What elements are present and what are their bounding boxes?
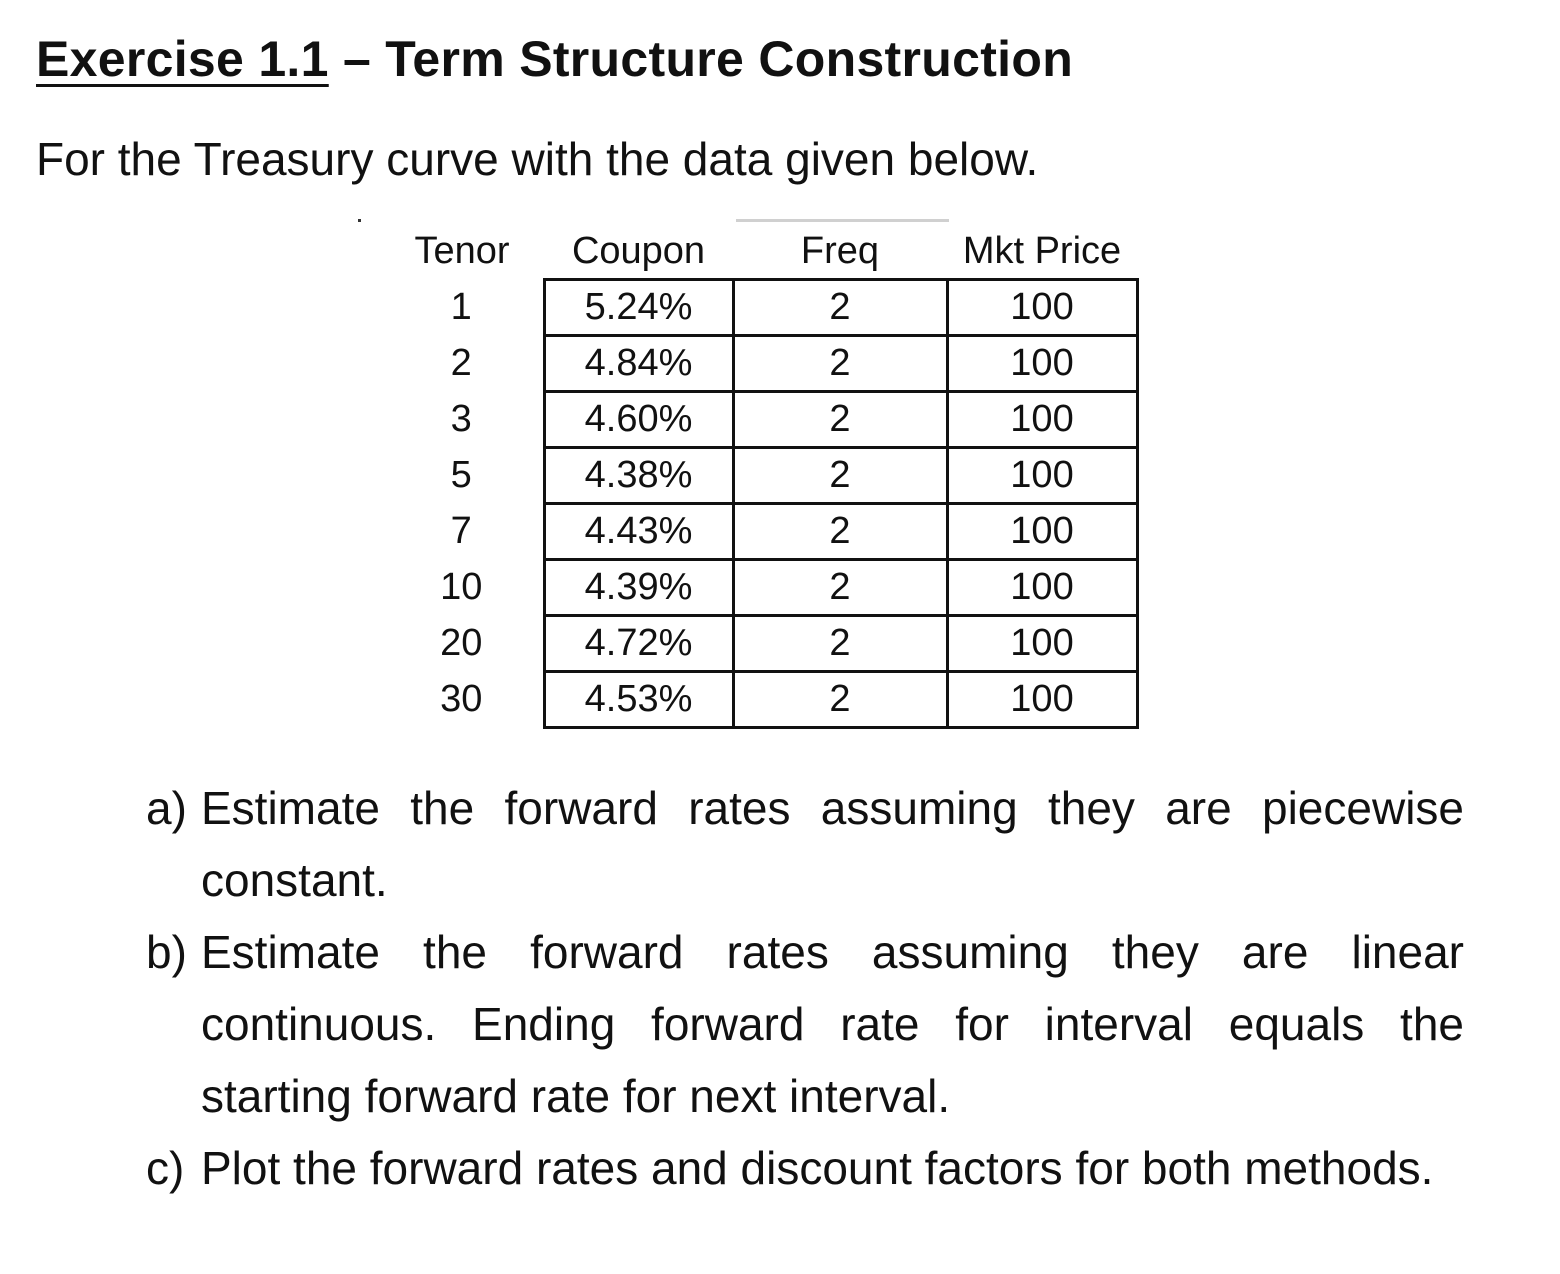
coupon-cell: 4.84% — [544, 336, 733, 392]
table-top-rule — [736, 219, 949, 222]
tenor-cell: 7 — [450, 510, 472, 552]
price-cell: 100 — [947, 392, 1137, 448]
freq-cell: 2 — [733, 672, 947, 728]
table-row — [380, 336, 1137, 392]
freq-cell: 2 — [733, 448, 947, 504]
coupon-cell: 4.43% — [544, 504, 733, 560]
freq-cell: 2 — [733, 336, 947, 392]
freq-cell: 2 — [733, 280, 947, 336]
freq-cell: 2 — [733, 504, 947, 560]
coupon-cell: 4.39% — [544, 560, 733, 616]
table-row — [380, 280, 1137, 336]
table-row — [380, 560, 1137, 616]
header-coupon: Coupon — [571, 229, 706, 272]
question-list — [146, 772, 1464, 1204]
price-cell: 100 — [947, 504, 1137, 560]
tenor-cell: 3 — [450, 398, 472, 440]
price-cell: 100 — [947, 280, 1137, 336]
treasury-data-table — [380, 224, 1139, 729]
table-row — [380, 504, 1137, 560]
question-label: c) — [146, 1142, 185, 1194]
coupon-cell: 4.72% — [544, 616, 733, 672]
tenor-cell: 20 — [440, 622, 483, 664]
question-item — [146, 916, 1464, 1132]
table-row — [380, 448, 1137, 504]
tenor-cell: 5 — [450, 454, 472, 496]
tenor-cell: 30 — [440, 678, 483, 720]
question-label: a) — [146, 782, 187, 834]
coupon-cell: 4.38% — [544, 448, 733, 504]
table-row — [380, 392, 1137, 448]
question-text: Plot the forward rates and discount factors for both methods. — [201, 1142, 1434, 1194]
exercise-title — [36, 30, 1073, 88]
header-tenor: Tenor — [414, 230, 510, 273]
tenor-cell: 1 — [450, 286, 472, 328]
exercise-topic: Term Structure Construction — [385, 31, 1074, 87]
price-cell: 100 — [947, 560, 1137, 616]
exercise-number: Exercise 1.1 — [36, 31, 329, 87]
tenor-cell: 10 — [440, 566, 483, 608]
question-label: b) — [146, 926, 187, 978]
price-cell: 100 — [947, 448, 1137, 504]
table-row — [380, 616, 1137, 672]
header-freq: Freq — [800, 229, 880, 272]
header-mkt-price: Mkt Price — [962, 229, 1122, 272]
intro-text: For the Treasury curve with the data given below. — [36, 133, 1039, 185]
table-body — [380, 280, 1137, 728]
coupon-cell: 4.60% — [544, 392, 733, 448]
coupon-cell: 5.24% — [544, 280, 733, 336]
table-corner-mark — [358, 219, 361, 222]
price-cell: 100 — [947, 616, 1137, 672]
question-text: Estimate the forward rates assuming they are piecewise constant. — [201, 782, 1464, 906]
freq-cell: 2 — [733, 616, 947, 672]
price-cell: 100 — [947, 336, 1137, 392]
table-row — [380, 672, 1137, 728]
title-separator: – — [328, 31, 386, 87]
freq-cell: 2 — [733, 560, 947, 616]
table-header-row — [380, 224, 1137, 280]
price-cell: 100 — [947, 672, 1137, 728]
freq-cell: 2 — [733, 392, 947, 448]
question-item — [146, 1132, 1464, 1204]
tenor-cell: 2 — [450, 342, 472, 384]
question-item — [146, 772, 1464, 916]
question-text: Estimate the forward rates assuming they are linear continuous. Ending forward rate for interval equals the starting forward rate for next interval. — [201, 926, 1464, 1122]
coupon-cell: 4.53% — [544, 672, 733, 728]
